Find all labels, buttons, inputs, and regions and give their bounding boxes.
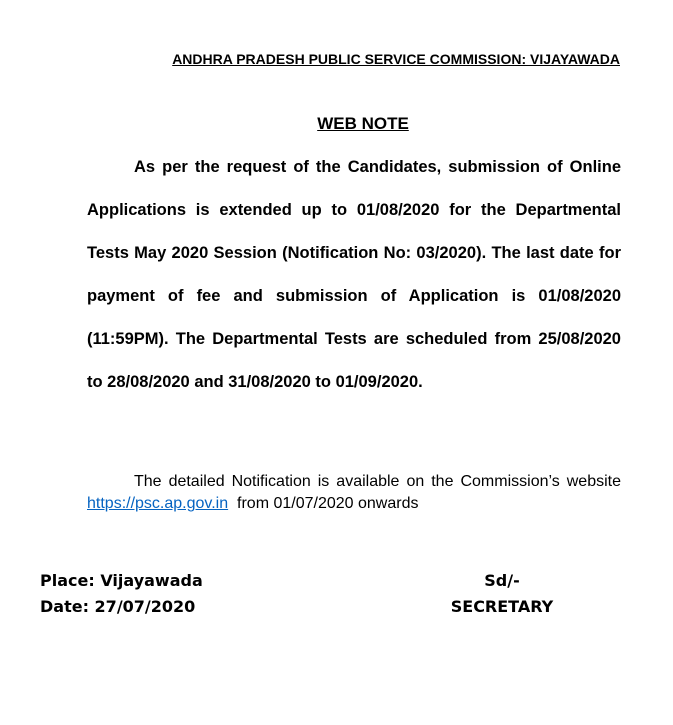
commission-website-link[interactable]: https://psc.ap.gov.in xyxy=(87,495,229,512)
notification-text-before-link: The detailed Notification is available on the Commission’s website xyxy=(134,473,621,490)
notification-text-after-link: from 01/07/2020 onwards xyxy=(228,495,419,512)
signature-block xyxy=(440,568,564,620)
signatory-designation: SECRETARY xyxy=(450,597,554,616)
date-label: Date: 27/07/2020 xyxy=(40,597,196,616)
notification-paragraph xyxy=(87,471,621,515)
signature-mark: Sd/- xyxy=(484,571,520,590)
page-title: WEB NOTE xyxy=(317,114,409,133)
place-date-block xyxy=(40,568,203,620)
organization-header: ANDHRA PRADESH PUBLIC SERVICE COMMISSION: VIJAYAWADA xyxy=(172,51,620,67)
place-label: Place: Vijayawada xyxy=(40,571,203,590)
notice-body: As per the request of the Candidates, submission of Online Applications is extended up to 01/08/2020 for the Departmental Tests May 2020 Session (Notification No: 03/2020). The last date for payment of fee and submission of Application is 01/08/2020 (11:59PM). The Departmental Tests are scheduled from 25/08/2020 to 28/08/2020 and 31/08/2020 to 01/09/2020. xyxy=(87,158,621,391)
